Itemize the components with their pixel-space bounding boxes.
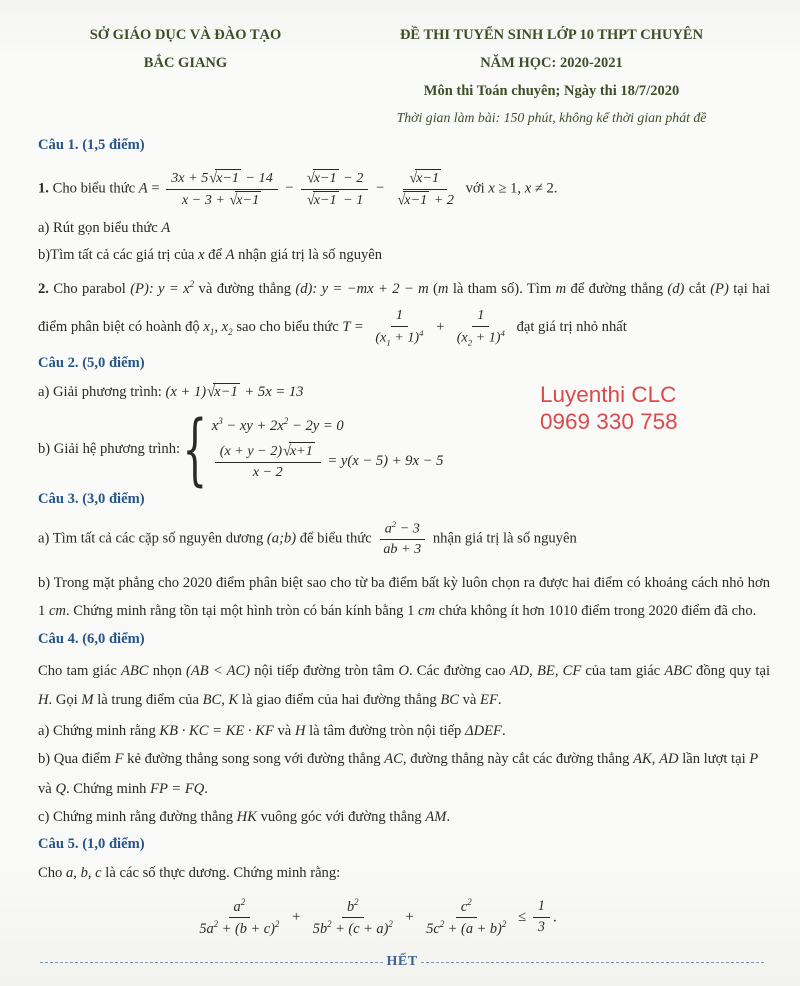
system-equation-1: $x^3$ − xy + $2x^2 - 2y = 0$ xyxy=(211,416,344,435)
duration-note: Thời gian làm bài: 150 phút, không kể thời gian phát đề xyxy=(396,110,707,126)
footer-dashes-left xyxy=(40,962,383,963)
document-header xyxy=(38,22,770,132)
watermark-phone: 0969 330 758 xyxy=(540,409,678,434)
question-2-item-b-label: b) Giải hệ phương trình: xyxy=(38,441,181,458)
header-department-block xyxy=(38,22,333,132)
question-1 xyxy=(38,132,770,350)
end-label: HẾT xyxy=(386,954,418,969)
question-4-item-a: a) Chứng minh rằng KB · KC = KE · KF và H là tâm đường tròn nội tiếp ΔDEF. xyxy=(38,723,506,740)
subject-and-date: Môn thi Toán chuyên; Ngày thi 18/7/2020 xyxy=(423,82,680,99)
footer-dashes-right xyxy=(421,962,764,963)
question-4-intro: Cho tam giác ABC nhọn (AB < AC) nội tiếp đường tròn tâm O. Các đường cao AD, BE, CF của tam giác ABC đồng quy tại H. Gọi M là trung điểm của BC, K là giao điểm của hai đường thẳng BC và EF. xyxy=(38,662,770,709)
question-1-title: Câu 1. (1,5 điểm) xyxy=(38,136,145,153)
document-footer xyxy=(40,954,764,970)
question-3 xyxy=(38,486,770,626)
question-4-item-b: b) Qua điểm F kẻ đường thẳng song song với đường thẳng AC, đường thẳng này cắt các đường thẳng AK, AD lần lượt tại P và Q. Chứng minh FP = FQ. xyxy=(38,751,759,797)
equation-system-rows xyxy=(208,416,444,483)
question-1-item-1b: b)Tìm tất cả các giá trị của x để A nhận giá trị là số nguyên xyxy=(38,247,383,264)
question-4-title: Câu 4. (6,0 điểm) xyxy=(38,630,145,647)
question-2-item-a: a) Giải phương trình: (x + 1)√x−1 + 5x = 13 xyxy=(38,383,304,401)
watermark xyxy=(540,381,678,435)
equation-system xyxy=(182,404,444,495)
question-4-item-c: c) Chứng minh rằng đường thẳng HK vuông góc với đường thẳng AM. xyxy=(38,808,451,825)
question-4 xyxy=(38,626,770,831)
question-1-item-1: 1. Cho biểu thức A = $\frac{3x + 5√x-1 - 14}{x - 3 + √x-1}$ − $\frac{√x-1 - 2}{√x-1 - 1}$ − $\frac{√x-1}{√x-1 + 2}$ với x ≥ 1, x ≠ 2. xyxy=(38,169,558,209)
header-exam-info-block xyxy=(333,22,770,132)
question-5-title: Câu 5. (1,0 điểm) xyxy=(38,835,145,852)
exam-title: ĐỀ THI TUYỂN SINH LỚP 10 THPT CHUYÊN xyxy=(399,27,704,43)
exam-body xyxy=(38,132,770,941)
question-3-item-b: b) Trong mặt phẳng cho 2020 điểm phân biệt sao cho từ ba điểm bất kỳ luôn chọn ra được hai điểm có khoảng cách nhỏ hơn 1 cm. Chứng minh rằng tồn tại một hình tròn có bán kính bằng 1 cm chứa không ít hơn 1010 điểm trong 2020 điểm đã cho. xyxy=(38,574,770,620)
question-5-intro: Cho a, b, c là các số thực dương. Chứng minh rằng: xyxy=(38,864,341,881)
question-1-item-2: 2. Cho parabol (P): $y = x^2$ và đường thẳng (d): y = −mx + 2 − m (m là tham số). Tìm m để đường thẳng (d) cắt (P) tại hai điểm phân biệt có hoành độ $x_1$, $x_2$ sao cho biểu thức T = $\frac{1}{(x_1 + 1)^4}$ + $\frac{1}{(x_2 + 1)^4}$ đạt giá trị nhỏ nhất xyxy=(38,279,771,348)
question-5-inequality: $\frac{a^2}{5a^2 + (b + c)^2}$ + $\frac{b^2}{5b^2 + (c + a)^2}$ + $\frac{c^2}{5c^2 + (a + b)^2}$ ≤ $\frac{1}{3}$ . xyxy=(199,896,557,938)
department-name: SỞ GIÁO DỤC VÀ ĐÀO TẠO xyxy=(89,27,282,43)
question-2-title: Câu 2. (5,0 điểm) xyxy=(38,355,145,372)
system-equation-2: $\frac{(x + y - 2)√x+1}{x - 2}$ = y(x − 5) + 9x − 5 xyxy=(212,440,444,483)
question-5 xyxy=(38,831,770,941)
school-year: NĂM HỌC: 2020-2021 xyxy=(480,54,623,71)
brace-icon: { xyxy=(182,404,208,495)
province-name: BẮC GIANG xyxy=(143,54,228,71)
question-3-title: Câu 3. (3,0 điểm) xyxy=(38,490,145,507)
question-1-item-1a: a) Rút gọn biểu thức A xyxy=(38,220,171,237)
watermark-name: Luyenthi CLC xyxy=(540,382,677,407)
question-3-item-a: a) Tìm tất cả các cặp số nguyên dương (a;b) để biểu thức $\frac{a^2 - 3}{ab + 3}$ nhận giá trị là số nguyên xyxy=(38,518,577,557)
